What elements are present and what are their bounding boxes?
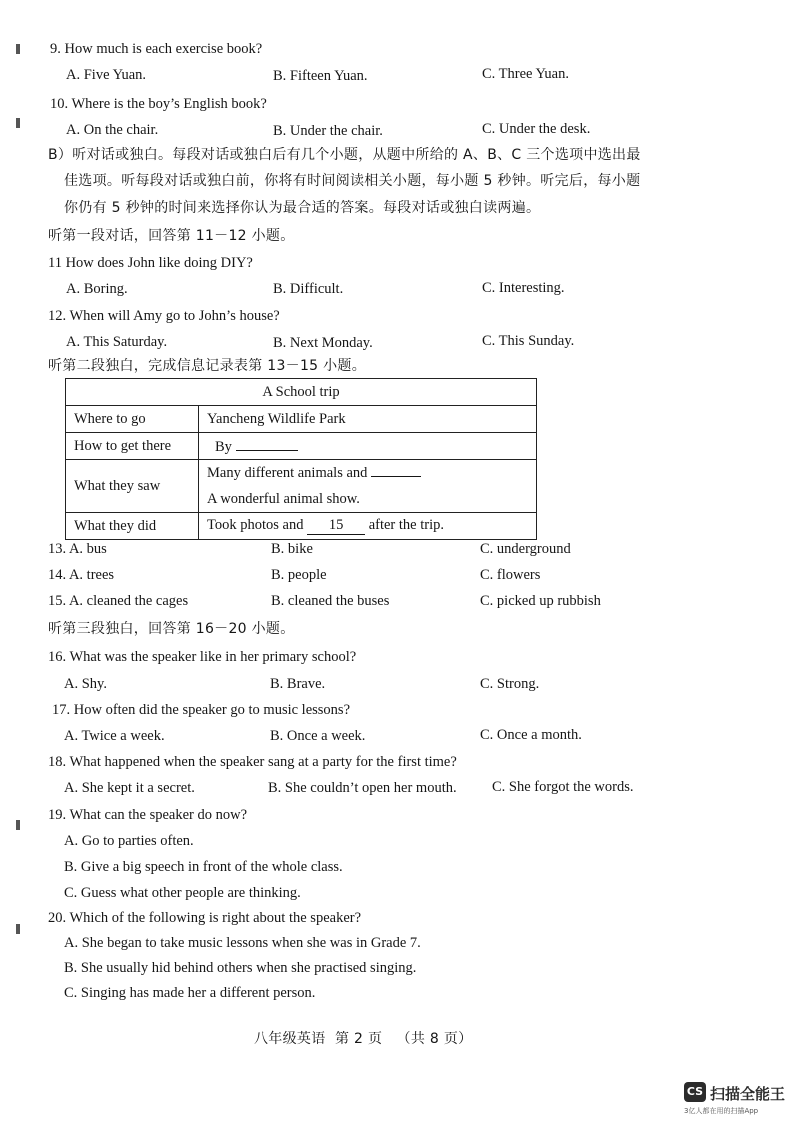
q9-option-c: C. Three Yuan. <box>482 66 569 82</box>
answer-blank-13 <box>236 437 298 451</box>
q12-option-a: A. This Saturday. <box>66 334 168 350</box>
q16-option-b: B. Brave. <box>270 676 326 692</box>
table-value-did-post: after the trip. <box>368 517 444 533</box>
question-13: 13. A. bus <box>48 541 107 557</box>
q14-option-c: C. flowers <box>480 567 541 583</box>
q20-option-a: A. She began to take music lessons when she was in Grade 7. <box>64 935 421 951</box>
q11-option-a: A. Boring. <box>66 281 128 297</box>
q18-option-c: C. She forgot the words. <box>492 779 634 795</box>
q17-option-a: A. Twice a week. <box>64 728 165 744</box>
q15-option-b: B. cleaned the buses <box>271 593 390 609</box>
question-15: 15. A. cleaned the cages <box>48 593 189 609</box>
question-14: 14. A. trees <box>48 567 115 583</box>
question-9: 9. How much is each exercise book? <box>50 41 263 57</box>
q11-option-b: B. Difficult. <box>273 281 344 297</box>
table-value-how: By <box>215 438 232 455</box>
q20-option-c: C. Singing has made her a different person. <box>64 985 316 1001</box>
table-value-where: Yancheng Wildlife Park <box>199 406 537 433</box>
q18-option-b: B. She couldn’t open her mouth. <box>268 780 457 796</box>
q9-option-b: B. Fifteen Yuan. <box>273 68 368 84</box>
section-b-instruction-3: 你仍有 5 秒钟的时间来选择你认为最合适的答案。每段对话或独白读两遍。 <box>64 200 541 216</box>
q12-option-c: C. This Sunday. <box>482 333 575 349</box>
part2-heading: 听第二段独白，完成信息记录表第 13－15 小题。 <box>48 358 367 374</box>
table-label-saw: What they saw <box>66 460 199 513</box>
q11-option-c: C. Interesting. <box>482 280 565 296</box>
table-cell-saw <box>199 460 537 513</box>
table-value-saw-1: Many different animals and <box>207 465 368 481</box>
table-value-did-pre: Took photos and <box>207 517 304 533</box>
table-label-where: Where to go <box>66 406 199 433</box>
page-footer: 八年级英语 第 2 页 （共 8 页） <box>254 1031 473 1047</box>
q12-option-b: B. Next Monday. <box>273 335 373 351</box>
q10-option-c: C. Under the desk. <box>482 121 591 137</box>
q17-option-c: C. Once a month. <box>480 727 582 743</box>
school-trip-table <box>65 378 537 540</box>
q20-option-b: B. She usually hid behind others when she practised singing. <box>64 960 417 976</box>
q19-option-b: B. Give a big speech in front of the whole class. <box>64 859 343 875</box>
q17-option-b: B. Once a week. <box>270 728 366 744</box>
table-label-did: What they did <box>66 513 199 540</box>
question-18: 18. What happened when the speaker sang at a party for the first time? <box>48 754 457 770</box>
scanner-logo-icon: CS <box>684 1082 706 1102</box>
scan-mark <box>16 44 20 54</box>
section-b-instruction-2: 佳选项。听每段对话或独白前，你将有时间阅读相关小题，每小题 5 秒钟。听完后，每小题 <box>64 173 641 189</box>
table-title: A School trip <box>66 379 537 406</box>
q15-option-c: C. picked up rubbish <box>480 593 601 609</box>
q19-option-c: C. Guess what other people are thinking. <box>64 885 301 901</box>
answer-blank-15: 15 <box>307 517 365 535</box>
q10-option-b: B. Under the chair. <box>273 123 383 139</box>
question-17: 17. How often did the speaker go to music lessons? <box>52 702 351 718</box>
q14-option-b: B. people <box>271 567 327 583</box>
q16-option-c: C. Strong. <box>480 676 540 692</box>
q13-option-c: C. underground <box>480 541 571 557</box>
section-b-instruction-1: B）听对话或独白。每段对话或独白后有几个小题，从题中所给的 A、B、C 三个选项中选出最 <box>48 147 641 163</box>
question-16: 16. What was the speaker like in her primary school? <box>48 649 357 665</box>
question-12: 12. When will Amy go to John’s house? <box>48 308 280 324</box>
answer-blank-14 <box>371 463 421 477</box>
question-20: 20. Which of the following is right about the speaker? <box>48 910 362 926</box>
question-11: 11 How does John like doing DIY? <box>48 255 253 271</box>
table-label-how: How to get there <box>66 433 199 460</box>
q10-option-a: A. On the chair. <box>66 122 159 138</box>
q16-option-a: A. Shy. <box>64 676 107 692</box>
question-19: 19. What can the speaker do now? <box>48 807 248 823</box>
q19-option-a: A. Go to parties often. <box>64 833 194 849</box>
scanner-tagline: 3亿人都在用的扫描App <box>684 1107 759 1115</box>
part3-heading: 听第三段独白，回答第 16－20 小题。 <box>48 621 295 637</box>
table-cell-did <box>199 513 537 540</box>
scan-mark <box>16 924 20 934</box>
scan-mark <box>16 118 20 128</box>
q18-option-a: A. She kept it a secret. <box>64 780 195 796</box>
question-10: 10. Where is the boy’s English book? <box>50 96 267 112</box>
table-cell-how <box>199 433 537 460</box>
scanner-app-name: 扫描全能王 <box>710 1085 786 1103</box>
q9-option-a: A. Five Yuan. <box>66 67 147 83</box>
table-value-saw-2: A wonderful animal show. <box>207 491 360 507</box>
scan-mark <box>16 820 20 830</box>
part1-heading: 听第一段对话，回答第 11－12 小题。 <box>48 228 295 244</box>
q13-option-b: B. bike <box>271 541 313 557</box>
